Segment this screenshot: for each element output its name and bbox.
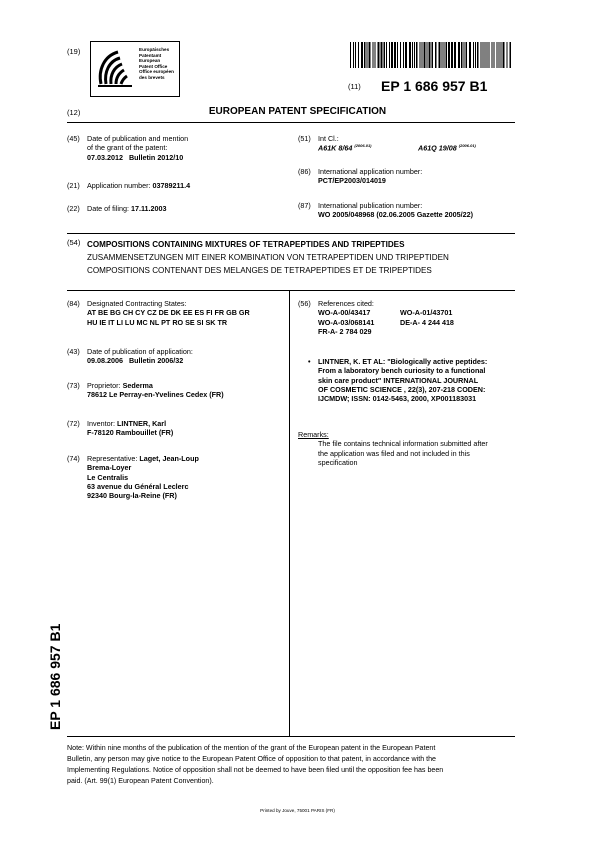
barcode-bar xyxy=(487,42,488,68)
patent-reference: WO-A-03/068141 xyxy=(318,317,375,327)
barcode-bar xyxy=(483,42,484,68)
publication-number: EP 1 686 957 B1 xyxy=(381,78,488,94)
representative-address: Le Centralis xyxy=(87,472,129,482)
barcode-bar xyxy=(497,42,498,68)
field-label: of the grant of the patent: xyxy=(87,143,168,153)
barcode-bar xyxy=(492,42,493,68)
inid-code: (86) xyxy=(298,167,311,176)
barcode-bar xyxy=(405,42,407,68)
barcode-bar xyxy=(429,42,431,68)
barcode-bar xyxy=(469,42,471,68)
patent-reference: DE-A- 4 244 418 xyxy=(400,317,454,327)
inid-code: (43) xyxy=(67,347,80,356)
office-line: Patentamt xyxy=(139,52,162,58)
pub-code: (11) xyxy=(348,82,361,91)
office-line: European xyxy=(139,58,161,64)
field-label: Designated Contracting States: xyxy=(87,299,187,308)
barcode-bar xyxy=(442,42,443,68)
printer-footer: Printed by Jouve, 75001 PARIS (FR) xyxy=(260,808,335,813)
barcode-bar xyxy=(439,42,441,68)
patent-reference: WO-A-00/43417 xyxy=(318,308,371,318)
barcode-bar xyxy=(375,42,376,68)
barcode-bar xyxy=(384,42,386,68)
barcode-bar xyxy=(485,42,486,68)
barcode-bar xyxy=(435,42,437,68)
barcode-bar xyxy=(510,42,512,68)
title-german: ZUSAMMENSETZUNGEN MIT EINER KOMBINATION VON TETRAPEPTIDEN UND TRIPEPTIDEN xyxy=(87,253,449,262)
barcode-bar xyxy=(353,42,354,68)
remarks-label: Remarks: xyxy=(298,430,329,439)
field-label: Date of filing: xyxy=(87,204,129,213)
barcode-bar xyxy=(400,42,401,68)
barcode-bar xyxy=(458,42,460,68)
barcode-bar xyxy=(464,42,465,68)
npl-line: From a laboratory bench curiosity to a functional xyxy=(318,366,486,376)
inid-code: (72) xyxy=(67,419,80,428)
barcode-bar xyxy=(369,42,371,68)
barcode-bar xyxy=(446,42,448,68)
divider-top xyxy=(67,122,515,123)
barcode-bar xyxy=(403,42,404,68)
field-label: Proprietor: xyxy=(87,381,121,390)
references-table xyxy=(318,308,518,336)
barcode-bar xyxy=(503,42,505,68)
field-label: References cited: xyxy=(318,299,374,308)
remarks-text: specification xyxy=(318,458,358,468)
barcode-bar xyxy=(412,42,413,68)
barcode-bar xyxy=(477,42,479,68)
barcode-bar xyxy=(389,42,390,68)
barcode-bar xyxy=(499,42,500,68)
field-label: Date of publication of application: xyxy=(87,347,193,356)
barcode-bar xyxy=(454,42,456,68)
npl-line: LINTNER, K. ET AL: "Biologically active peptides: xyxy=(318,357,488,366)
inid-code: (51) xyxy=(298,134,311,143)
inventor-name: LINTNER, Karl xyxy=(116,419,167,428)
barcode-bar xyxy=(391,42,393,68)
npl-line: skin care product" INTERNATIONAL JOURNAL xyxy=(318,375,479,385)
kind-code: (12) xyxy=(67,108,81,117)
document-title: EUROPEAN PATENT SPECIFICATION xyxy=(208,106,387,117)
field-label: International publication number: xyxy=(318,201,423,210)
barcode-bar xyxy=(475,42,476,68)
remarks xyxy=(298,430,518,467)
barcode-bar xyxy=(416,42,418,68)
title-english: COMPOSITIONS CONTAINING MIXTURES OF TETRAPEPTIDES AND TRIPEPTIDES xyxy=(87,240,405,249)
epo-logo-icon xyxy=(96,48,136,90)
grant-date: 07.03.2012 Bulletin 2012/10 xyxy=(87,152,184,162)
field-label: Inventor: xyxy=(87,419,115,428)
field-label: Int Cl.: xyxy=(318,134,339,143)
office-line: des brevets xyxy=(139,74,165,80)
note-line: Implementing Regulations. Notice of opposition shall not be deemed to have been filed until the opposition fee has been xyxy=(67,766,444,774)
barcode-bar xyxy=(386,42,387,68)
barcode-bar xyxy=(451,42,453,68)
barcode-bar xyxy=(481,42,482,68)
barcode-bar xyxy=(414,42,415,68)
ipc-version: (2006.01) xyxy=(458,143,476,148)
npl-line: IJCMDW; ISSN: 0142-5463, 2000, XP001183031 xyxy=(318,394,477,404)
patent-reference: WO-A-01/43701 xyxy=(400,308,453,318)
note-line: Note: Within nine months of the publication of the mention of the grant of the European patent in the European Patent xyxy=(67,744,436,752)
barcode-bar xyxy=(409,42,411,68)
ipc-code: A61K 8/64 xyxy=(318,143,353,153)
designated-states: AT BE BG CH CY CZ DE DK EE ES FI FR GB GR xyxy=(87,308,250,318)
barcode-bar xyxy=(466,42,468,68)
barcode-bar xyxy=(358,42,359,68)
office-line: Patent Office xyxy=(139,63,168,69)
remarks-text: the application was filed and not included in this xyxy=(318,448,470,458)
barcode-bar xyxy=(501,42,502,68)
field-label: Date of publication and mention xyxy=(87,134,189,143)
barcode-bar xyxy=(422,42,423,68)
proprietor-name: Sederma xyxy=(122,381,153,390)
inid-code: (73) xyxy=(67,381,80,390)
divider-title-top xyxy=(67,233,515,234)
inid-code: (21) xyxy=(67,181,80,190)
barcode-bar xyxy=(394,42,396,68)
field-label: Representative: xyxy=(87,454,138,463)
epo-logo-box xyxy=(90,41,180,97)
representative-address: Brema-Loyer xyxy=(87,463,132,473)
barcode-bar xyxy=(432,42,434,68)
barcode-bar xyxy=(448,42,450,68)
barcode-bar xyxy=(378,42,380,68)
barcode-bar xyxy=(361,42,363,68)
barcode-bar xyxy=(373,42,374,68)
inventor-address: F-78120 Rambouillet (FR) xyxy=(87,428,174,438)
divider-title-bottom xyxy=(67,290,515,291)
inid-code: (45) xyxy=(67,134,80,143)
proprietor-address: 78612 Le Perray-en-Yvelines Cedex (FR) xyxy=(87,390,224,400)
barcode-bar xyxy=(494,42,495,68)
note-line: paid. (Art. 99(1) European Patent Convention). xyxy=(67,777,214,785)
barcode-bar xyxy=(427,42,428,68)
npl-line: OF COSMETIC SCIENCE , 22(3), 207-218 CODEN: xyxy=(318,385,486,395)
barcode-bar xyxy=(420,42,421,68)
doc-code: (19) xyxy=(67,47,81,56)
note-line: Bulletin, any person may give notice to the European Patent Office of opposition to that patent, in accordance with the xyxy=(67,755,436,763)
ipc-class-1 xyxy=(318,143,372,153)
field-label: Application number: xyxy=(87,181,151,190)
barcode-bar xyxy=(397,42,398,68)
barcode xyxy=(350,42,513,68)
barcode-bar xyxy=(364,42,366,68)
office-line: Europäisches xyxy=(139,47,170,52)
side-publication-number: EP 1 686 957 B1 xyxy=(47,623,63,730)
remarks-text: The file contains technical information submitted after xyxy=(318,439,488,449)
barcode-bar xyxy=(367,42,368,68)
office-line: Office européen xyxy=(139,69,174,75)
representative-address: 92340 Bourg-la-Reine (FR) xyxy=(87,491,177,501)
application-number: 03789211.4 xyxy=(152,181,191,190)
barcode-bar xyxy=(444,42,445,68)
barcode-bar xyxy=(424,42,426,68)
opposition-note xyxy=(67,743,517,787)
representative-name: Laget, Jean-Loup xyxy=(139,454,199,463)
inid-code: (74) xyxy=(67,454,80,463)
field-label: International application number: xyxy=(318,167,423,176)
barcode-bar xyxy=(473,42,474,68)
representative-address: 63 avenue du Général Leclerc xyxy=(87,482,189,492)
barcode-bar xyxy=(489,42,490,68)
patent-reference: FR-A- 2 784 029 xyxy=(318,327,372,337)
inid-code: (87) xyxy=(298,201,311,210)
ipc-version: (2006.01) xyxy=(354,143,372,148)
barcode-bar xyxy=(507,42,508,68)
ipc-code: A61Q 19/08 xyxy=(418,143,457,153)
barcode-bar xyxy=(381,42,383,68)
inid-code: (54) xyxy=(67,238,81,247)
filing-date: 17.11.2003 xyxy=(130,204,167,213)
intl-application-number: PCT/EP2003/014019 xyxy=(318,176,386,186)
barcode-bar xyxy=(355,42,356,68)
barcode-bar xyxy=(461,42,463,68)
bullet-icon: • xyxy=(308,357,311,366)
designated-states: HU IE IT LI LU MC NL PT RO SE SI SK TR xyxy=(87,317,228,327)
title-french: COMPOSITIONS CONTENANT DES MELANGES DE TETRAPEPTIDES ET DE TRIPEPTIDES xyxy=(87,266,432,275)
inid-code: (22) xyxy=(67,204,80,213)
inid-code: (56) xyxy=(298,299,311,308)
barcode-bar xyxy=(350,42,351,68)
divider-note xyxy=(67,736,515,737)
application-publication-date: 09.08.2006 Bulletin 2006/32 xyxy=(87,356,184,366)
ipc-class-2 xyxy=(418,143,476,153)
column-divider xyxy=(289,290,290,736)
intl-publication-number: WO 2005/048968 (02.06.2005 Gazette 2005/22) xyxy=(318,210,474,220)
office-name xyxy=(139,47,174,81)
inid-code: (84) xyxy=(67,299,80,308)
